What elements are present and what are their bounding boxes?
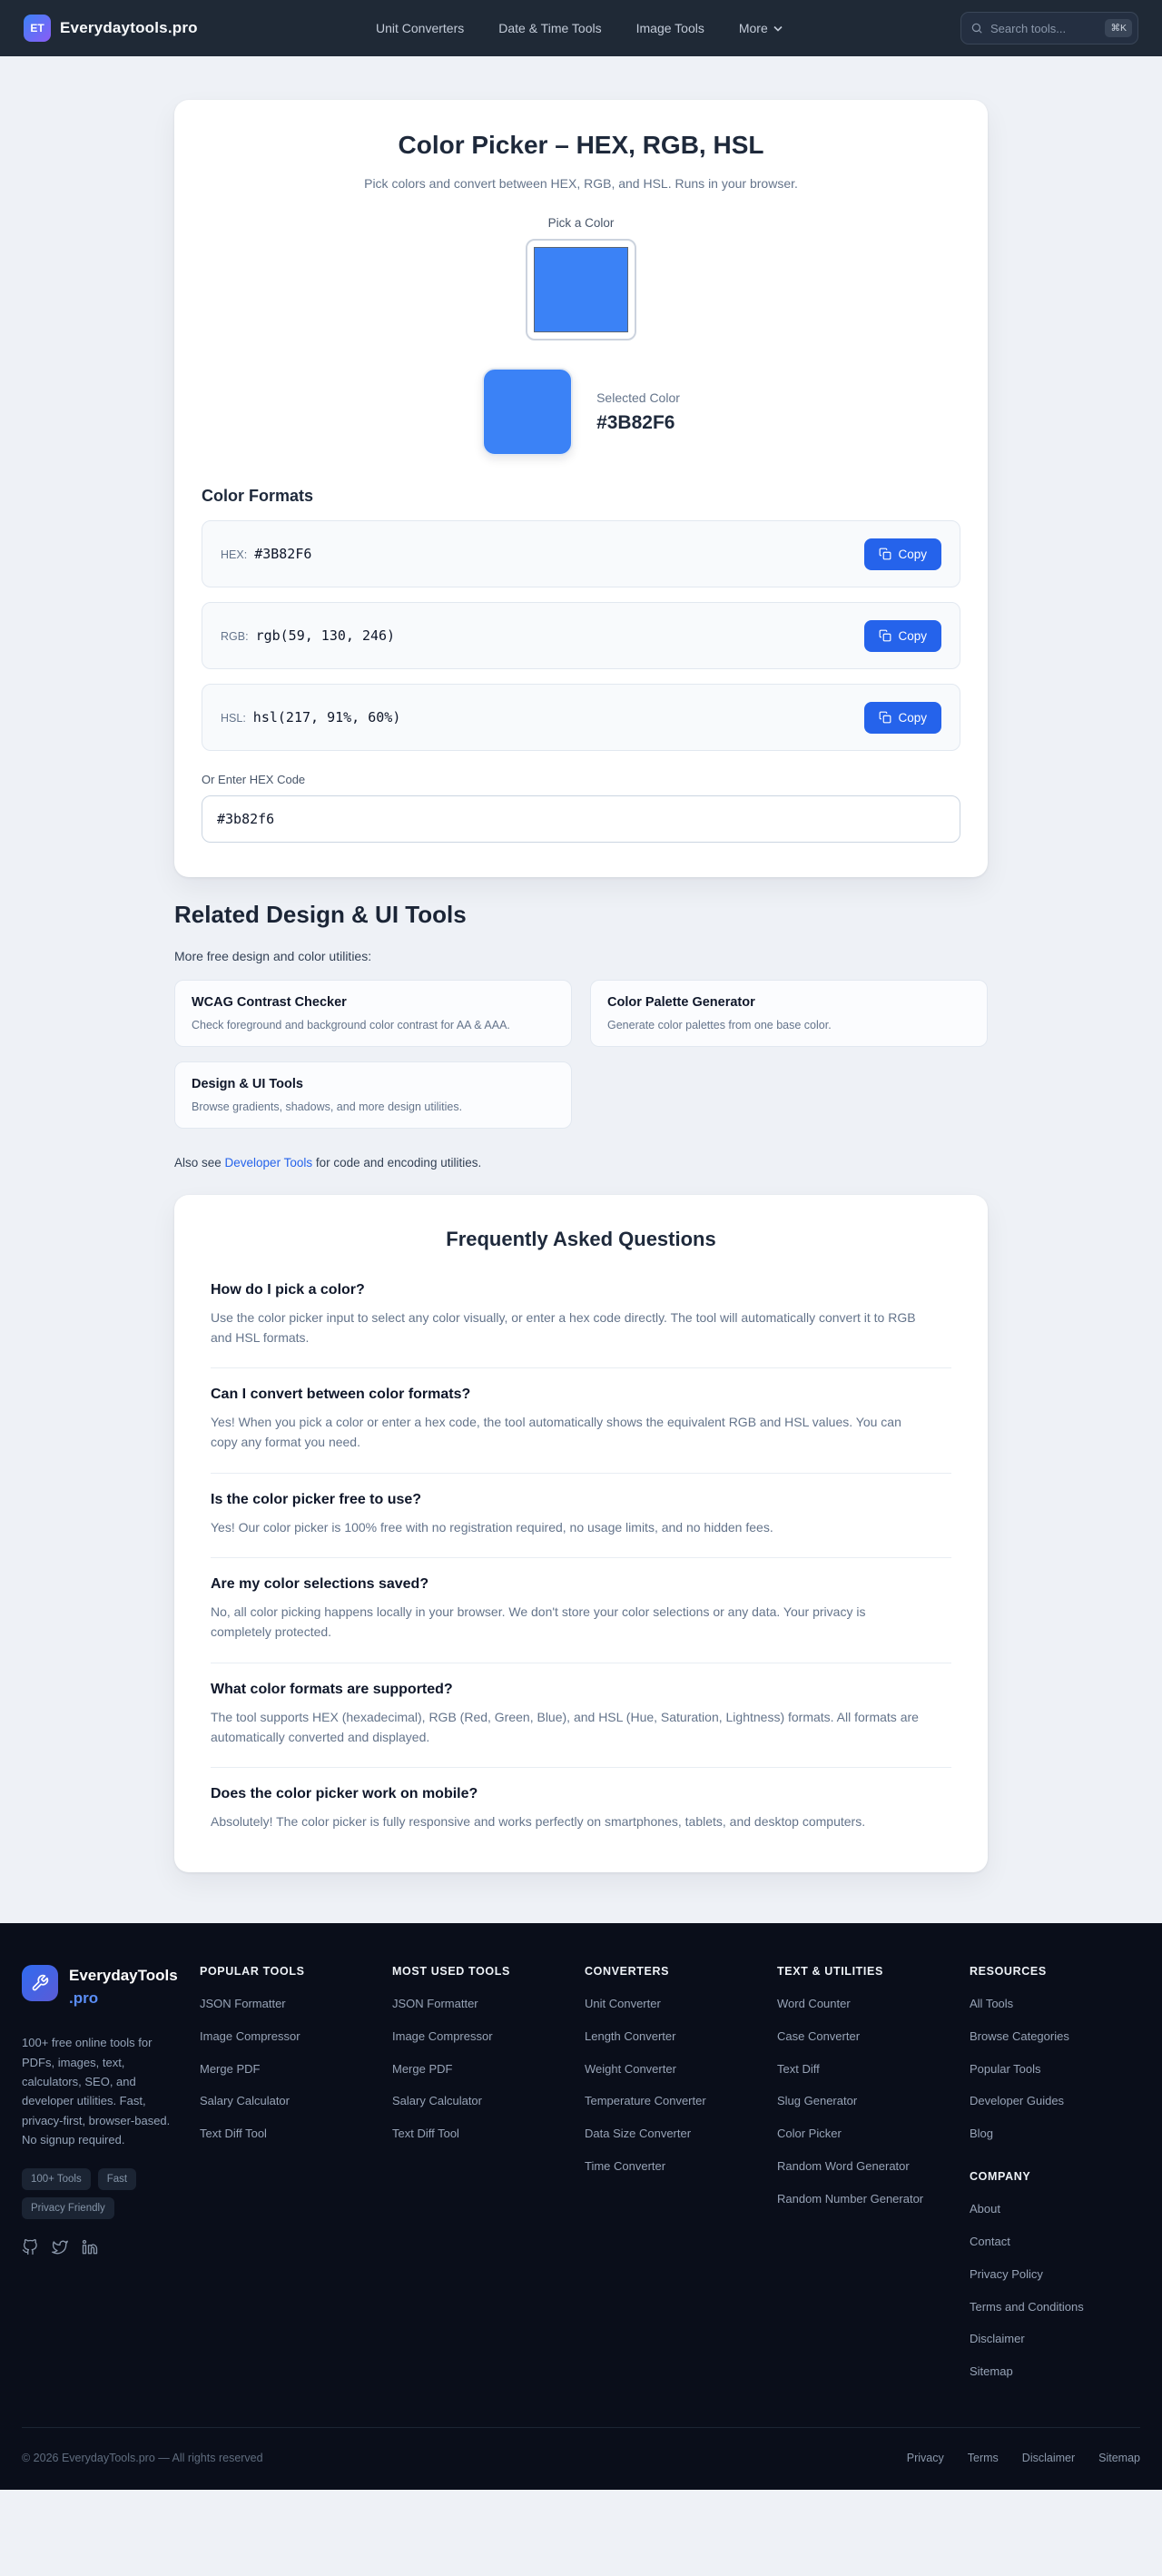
footer-column-popular-tools	[200, 1965, 370, 2396]
bottom-link-sitemap[interactable]: Sitemap	[1098, 2452, 1140, 2465]
faq-item	[211, 1558, 951, 1663]
nav-image-tools[interactable]: Image Tools	[635, 21, 704, 35]
wrench-logo-icon[interactable]	[22, 1965, 58, 2001]
footer-column-heading: RESOURCES	[970, 1964, 1047, 1978]
selected-color-swatch	[482, 368, 573, 456]
copy-icon	[879, 548, 891, 560]
faq-answer: Use the color picker input to select any color visually, or enter a hex code directly. The tool will automatically convert it to RGB and HSL formats.	[211, 1310, 916, 1345]
footer-link[interactable]: Contact	[970, 2234, 1010, 2248]
footer-link[interactable]: Temperature Converter	[585, 2094, 706, 2108]
copy-icon	[879, 629, 891, 642]
related-tools-grid	[174, 980, 988, 1129]
footer-link[interactable]: Image Compressor	[392, 2028, 493, 2043]
faq-answer: Absolutely! The color picker is fully responsive and works perfectly on smartphones, tablets, and desktop computers.	[211, 1814, 866, 1830]
footer-column-heading: COMPANY	[970, 2170, 1031, 2184]
search-icon	[970, 22, 983, 35]
related-card-color-palette-generator[interactable]	[590, 980, 988, 1047]
footer-link[interactable]: JSON Formatter	[200, 1996, 286, 2010]
copy-hex-label: Copy	[898, 547, 927, 561]
bottom-link-disclaimer[interactable]: Disclaimer	[1021, 2452, 1076, 2465]
nav-more[interactable]	[739, 21, 783, 35]
related-card-title: Color Palette Generator	[607, 995, 755, 1010]
footer-link[interactable]: JSON Formatter	[392, 1996, 478, 2010]
selected-color-value: #3B82F6	[596, 411, 675, 433]
faq-question: Can I convert between color formats?	[211, 1387, 471, 1403]
also-see-prefix: Also see	[174, 1156, 225, 1170]
footer-link[interactable]: Slug Generator	[777, 2094, 858, 2108]
footer-column-heading: POPULAR TOOLS	[200, 1964, 305, 1978]
footer-badges	[22, 2168, 178, 2219]
copy-icon	[879, 711, 891, 724]
copy-hsl-label: Copy	[898, 710, 927, 725]
faq-heading: Frequently Asked Questions	[446, 1228, 716, 1250]
page-title: Color Picker – HEX, RGB, HSL	[398, 131, 764, 159]
format-hex-text	[221, 546, 311, 562]
footer-brand-name[interactable]	[69, 1965, 178, 2009]
search-shortcut-badge: ⌘K	[1105, 19, 1132, 37]
format-row-hex	[202, 520, 960, 587]
footer-link[interactable]: Merge PDF	[200, 2061, 261, 2076]
footer-link[interactable]: Time Converter	[585, 2159, 666, 2174]
nav-more-label: More	[738, 21, 768, 35]
footer-social-links	[22, 2239, 178, 2260]
color-formats-heading: Color Formats	[202, 487, 314, 505]
related-card-design-ui-tools[interactable]	[174, 1061, 572, 1129]
format-hsl-label: HSL:	[221, 712, 246, 725]
format-hex-label: HEX:	[221, 548, 248, 561]
footer-link[interactable]: Random Number Generator	[777, 2191, 924, 2206]
related-card-title: WCAG Contrast Checker	[192, 995, 347, 1010]
faq-answer: No, all color picking happens locally in your browser. We don't store your color selections or any data. Your privacy is completely protected.	[211, 1604, 866, 1640]
page-content	[174, 100, 988, 1872]
related-card-desc: Check foreground and background color contrast for AA & AAA.	[192, 1019, 510, 1031]
related-card-desc: Browse gradients, shadows, and more design utilities.	[192, 1100, 463, 1113]
footer-bottom-bar	[22, 2427, 1140, 2464]
footer-link[interactable]: Terms and Conditions	[970, 2299, 1084, 2314]
faq-card	[174, 1195, 988, 1872]
format-hsl-value: hsl(217, 91%, 60%)	[252, 709, 401, 725]
faq-answer: Yes! When you pick a color or enter a hex code, the tool automatically shows the equivalent RGB and HSL values. You can copy any format you need.	[211, 1415, 901, 1450]
selected-color-row	[202, 368, 960, 456]
color-picker-card	[174, 100, 988, 877]
footer-link[interactable]: Weight Converter	[585, 2061, 676, 2076]
footer-link[interactable]: Blog	[970, 2127, 994, 2141]
footer-column-resources	[970, 1965, 1140, 2396]
badge-fast: Fast	[98, 2168, 136, 2190]
copy-rgb-button[interactable]	[864, 620, 941, 652]
footer-link[interactable]: Unit Converter	[585, 1996, 661, 2010]
footer-link[interactable]: Data Size Converter	[585, 2127, 692, 2141]
footer-link[interactable]: Case Converter	[777, 2028, 861, 2043]
footer-link[interactable]: Salary Calculator	[392, 2094, 482, 2108]
brand[interactable]	[24, 15, 198, 42]
bottom-link-terms[interactable]: Terms	[967, 2452, 999, 2465]
format-row-rgb	[202, 602, 960, 669]
chevron-down-icon	[773, 25, 783, 32]
hex-code-input[interactable]	[202, 795, 960, 843]
format-rgb-label: RGB:	[221, 630, 249, 643]
page-subtitle: Pick colors and convert between HEX, RGB, and HSL. Runs in your browser.	[364, 176, 798, 191]
footer-description: 100+ free online tools for PDFs, images, text, calculators, SEO, and developer utilities. Fast, privacy-first, browser-based. No signup required.	[22, 2036, 171, 2147]
color-input[interactable]	[526, 239, 636, 341]
faq-item	[211, 1264, 951, 1368]
footer-grid	[22, 1965, 1140, 2396]
hex-input-label: Or Enter HEX Code	[202, 773, 306, 786]
related-card-desc: Generate color palettes from one base color.	[607, 1019, 832, 1031]
footer-column-heading: CONVERTERS	[585, 1964, 670, 1978]
footer-brand-text: EverydayTools	[69, 1966, 178, 1984]
copyright-text: © 2026 EverydayTools.pro — All rights reserved	[22, 2452, 263, 2465]
faq-answer: The tool supports HEX (hexadecimal), RGB (Red, Green, Blue), and HSL (Hue, Saturation, Lightness) formats. All formats are automatically converted and displayed.	[211, 1709, 919, 1744]
github-icon[interactable]	[22, 2239, 38, 2260]
badge-privacy-friendly: Privacy Friendly	[22, 2197, 114, 2219]
developer-tools-link[interactable]: Developer Tools	[224, 1156, 313, 1170]
footer-link[interactable]: Developer Guides	[970, 2094, 1065, 2108]
footer-column-heading: MOST USED TOOLS	[392, 1964, 510, 1978]
footer-column-most-used-tools	[392, 1965, 563, 2396]
footer-link[interactable]: Browse Categories	[970, 2028, 1069, 2043]
pick-color-label: Pick a Color	[547, 216, 615, 230]
badge-100-tools: 100+ Tools	[22, 2168, 91, 2190]
copy-hex-button[interactable]	[864, 538, 941, 570]
format-rgb-text	[221, 627, 395, 644]
brand-logo-icon: ET	[24, 15, 51, 42]
related-tools-intro: More free design and color utilities:	[174, 949, 372, 963]
footer-link[interactable]: Text Diff	[777, 2061, 820, 2076]
footer-bottom-links	[907, 2452, 1140, 2464]
footer-link[interactable]: Color Picker	[777, 2127, 842, 2141]
search-input[interactable]	[990, 22, 1098, 35]
copy-rgb-label: Copy	[898, 628, 927, 643]
brand-name: Everydaytools.pro	[60, 19, 198, 36]
faq-question: How do I pick a color?	[211, 1282, 365, 1298]
footer-brand-suffix: .pro	[69, 1989, 99, 2007]
faq-item	[211, 1663, 951, 1768]
also-see-suffix: for code and encoding utilities.	[312, 1156, 482, 1170]
related-tools-heading: Related Design & UI Tools	[174, 901, 467, 928]
selected-color-label: Selected Color	[596, 390, 680, 405]
faq-answer: Yes! Our color picker is 100% free with no registration required, no usage limits, and no hidden fees.	[211, 1519, 773, 1535]
color-input-swatch	[534, 247, 628, 332]
footer-link[interactable]: Length Converter	[585, 2028, 676, 2043]
selected-color-meta	[596, 390, 680, 434]
search-box[interactable]	[960, 12, 1138, 44]
bottom-link-privacy[interactable]: Privacy	[906, 2452, 944, 2465]
main-nav	[220, 21, 939, 35]
site-footer	[0, 1923, 1162, 2490]
footer-brand	[22, 1965, 178, 2009]
faq-item	[211, 1474, 951, 1559]
footer-link[interactable]: Popular Tools	[970, 2061, 1041, 2076]
nav-date-time-tools[interactable]: Date & Time Tools	[498, 21, 602, 35]
faq-question: Are my color selections saved?	[211, 1576, 429, 1593]
site-header	[0, 0, 1162, 56]
footer-link[interactable]: Privacy Policy	[970, 2266, 1043, 2281]
format-hex-value: #3B82F6	[254, 546, 312, 562]
linkedin-icon[interactable]	[82, 2239, 98, 2260]
faq-item	[211, 1368, 951, 1473]
also-see-note	[174, 1156, 988, 1170]
nav-unit-converters[interactable]: Unit Converters	[375, 21, 465, 35]
related-card-wcag-contrast-checker[interactable]	[174, 980, 572, 1047]
footer-column-text-utilities	[777, 1965, 948, 2396]
faq-question: What color formats are supported?	[211, 1681, 453, 1697]
footer-link[interactable]: Image Compressor	[200, 2028, 300, 2043]
footer-link[interactable]: Text Diff Tool	[392, 2127, 459, 2141]
footer-link[interactable]: All Tools	[970, 1996, 1014, 2010]
faq-question: Is the color picker free to use?	[211, 1491, 422, 1507]
footer-link[interactable]: Word Counter	[777, 1996, 851, 2010]
footer-link[interactable]: Merge PDF	[392, 2061, 453, 2076]
twitter-icon[interactable]	[52, 2239, 68, 2260]
footer-column-heading: TEXT & UTILITIES	[777, 1964, 883, 1978]
faq-item	[211, 1768, 951, 1852]
footer-column-converters	[585, 1965, 755, 2396]
footer-link[interactable]: Salary Calculator	[200, 2094, 290, 2108]
format-hsl-text	[221, 709, 400, 725]
footer-column-company	[970, 2170, 1140, 2381]
footer-link[interactable]: Sitemap	[970, 2364, 1013, 2379]
footer-link[interactable]: About	[970, 2202, 1000, 2216]
faq-question: Does the color picker work on mobile?	[211, 1786, 478, 1802]
footer-brand-column	[22, 1965, 178, 2396]
copy-hsl-button[interactable]	[864, 702, 941, 734]
format-row-hsl	[202, 684, 960, 751]
footer-link[interactable]: Disclaimer	[970, 2332, 1025, 2346]
footer-link[interactable]: Text Diff Tool	[200, 2127, 267, 2141]
related-card-title: Design & UI Tools	[192, 1077, 303, 1091]
footer-link[interactable]: Random Word Generator	[777, 2159, 910, 2174]
format-rgb-value: rgb(59, 130, 246)	[255, 627, 396, 644]
